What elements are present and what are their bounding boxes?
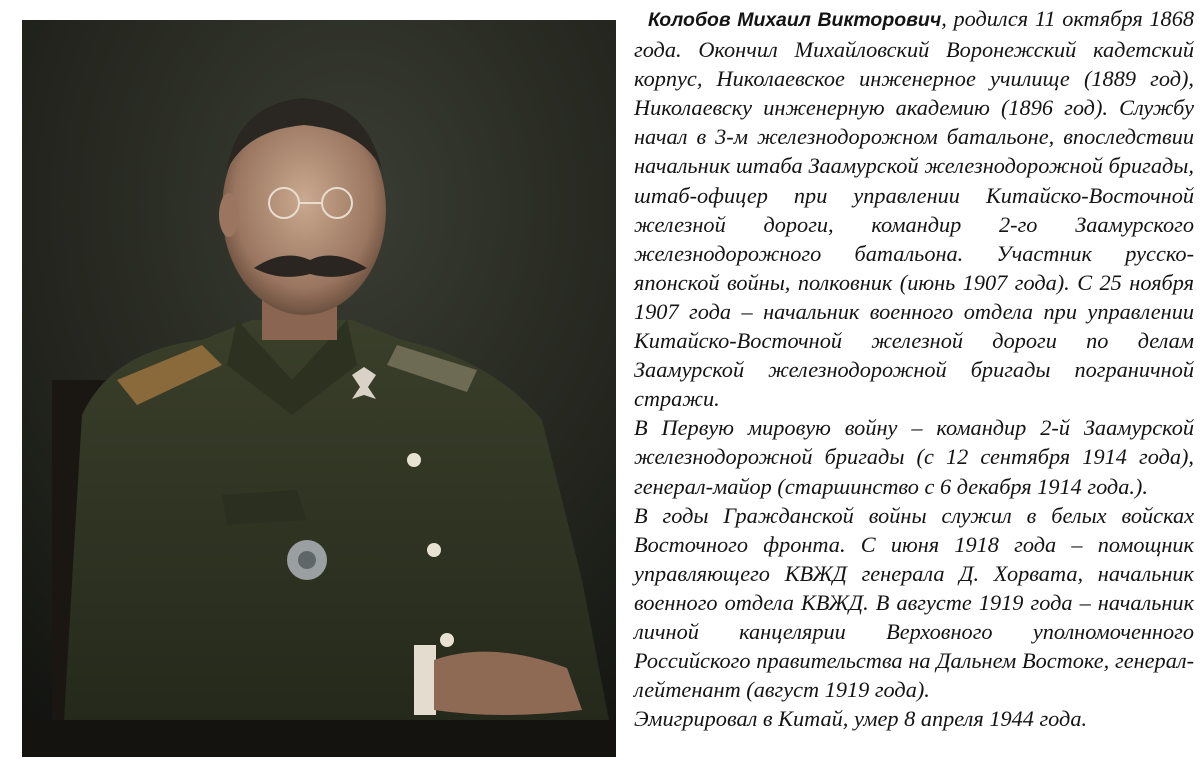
biography-text [634,4,1194,733]
bio-paragraph-1 [634,4,1194,413]
person-name: Колобов Михаил Викторович [648,9,942,31]
bio-paragraph-2: В Первую мировую войну – командир 2-й Заамурской железнодорожной бригады (с 12 сентября 1914 года), генерал-майор (старшинство с 6 декабря 1914 года.). [634,415,1194,499]
bio-intro: , родился 11 октября 1868 года. Окончил Михайловский Воронежский кадетский корпус, Николаевское инженерное училище (1889 год), Николаевску инженерную академию (1896 год). Службу начал в 3-м железнодорожном батальоне, впоследствии начальник штаба Заамурской железнодорожной бригады, штаб-офицер при управлении Китайско-Восточной железной дороги, командир 2-го Заамурского железнодорожного батальона. Участник русско-японской войны, полковник (июнь 1907 года). С 25 ноября 1907 года – начальник военного отдела при управлении Китайско-Восточной железной дороги по делам Заамурской железнодорожной бригады пограничной стражи. [634,6,1195,412]
bio-paragraph-4: Эмигрировал в Китай, умер 8 апреля 1944 года. [634,706,1088,732]
portrait-photo [22,20,616,757]
bio-paragraph-3: В годы Гражданской войны служил в белых войсках Восточного фронта. С июня 1918 года – помощник управляющего КВЖД генерала Д. Хорвата, начальник военного отдела КВЖД. В августе 1919 года – начальник личной канцелярии Верховного уполномоченного Российского правительства на Дальнем Востоке, генерал-лейтенант (август 1919 года). [634,502,1194,703]
